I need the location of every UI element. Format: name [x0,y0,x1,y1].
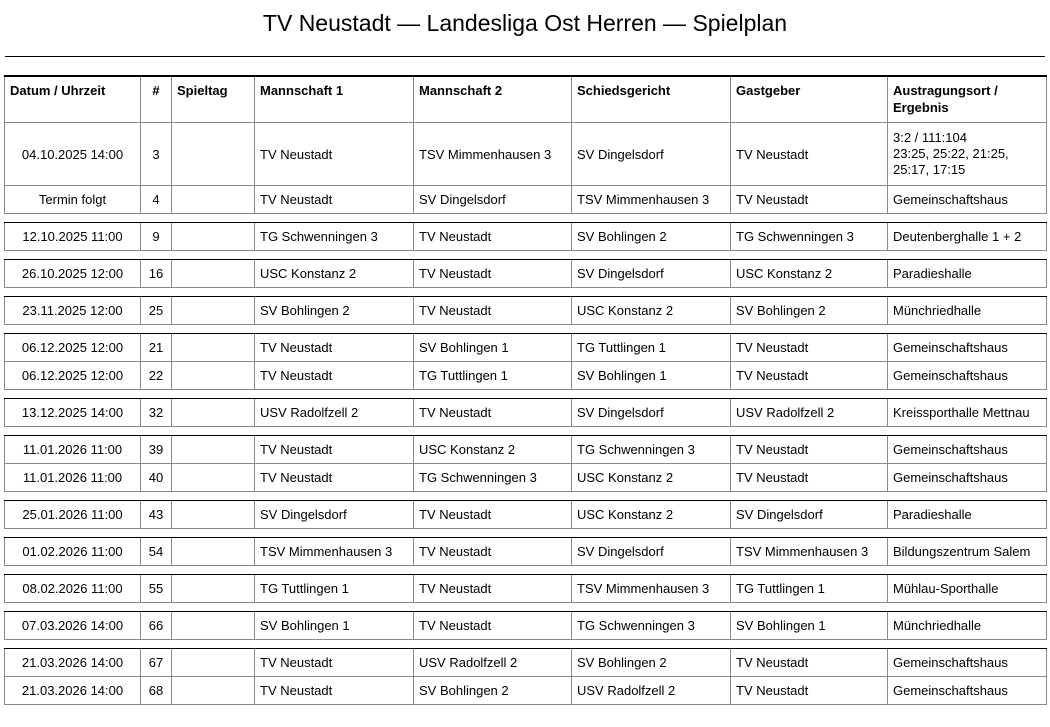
cell-spieltag [172,362,255,390]
cell-datum: 23.11.2025 12:00 [5,297,141,325]
cell-spieltag [172,612,255,640]
cell-mannschaft-1: TG Schwenningen 3 [255,223,414,251]
group-separator [5,640,1047,649]
page-title: TV Neustadt — Landesliga Ost Herren — Spielplan [262,10,788,36]
col-header-gastgeber: Gastgeber [731,76,888,123]
table-row [5,334,1047,362]
group-separator [5,492,1047,501]
cell-mannschaft-2: TV Neustadt [414,260,572,288]
schedule-body [5,123,1047,705]
cell-nr: 40 [141,464,172,492]
cell-nr: 66 [141,612,172,640]
group-separator [5,214,1047,223]
cell-datum: 08.02.2026 11:00 [5,575,141,603]
cell-gastgeber: SV Bohlingen 2 [731,297,888,325]
cell-ort: Gemeinschaftshaus [888,186,1047,214]
col-header-spieltag: Spieltag [172,76,255,123]
separator-cell [5,427,1047,436]
separator-cell [5,390,1047,399]
group-separator [5,529,1047,538]
cell-schiedsgericht: SV Dingelsdorf [572,538,731,566]
group-separator [5,427,1047,436]
cell-ort: Gemeinschaftshaus [888,362,1047,390]
cell-ort: Gemeinschaftshaus [888,677,1047,705]
cell-gastgeber: TG Tuttlingen 1 [731,575,888,603]
group-separator [5,566,1047,575]
cell-mannschaft-1: TV Neustadt [255,649,414,677]
cell-schiedsgericht: USV Radolfzell 2 [572,677,731,705]
cell-gastgeber: TV Neustadt [731,334,888,362]
cell-mannschaft-2: TV Neustadt [414,538,572,566]
cell-spieltag [172,677,255,705]
cell-mannschaft-1: TSV Mimmenhausen 3 [255,538,414,566]
cell-nr: 9 [141,223,172,251]
cell-schiedsgericht: TG Schwenningen 3 [572,436,731,464]
cell-datum: 21.03.2026 14:00 [5,649,141,677]
cell-schiedsgericht: SV Dingelsdorf [572,123,731,186]
separator-cell [5,251,1047,260]
cell-schiedsgericht: SV Dingelsdorf [572,260,731,288]
cell-gastgeber: TV Neustadt [731,677,888,705]
group-separator [5,251,1047,260]
cell-nr: 68 [141,677,172,705]
table-row [5,223,1047,251]
cell-datum: 12.10.2025 11:00 [5,223,141,251]
cell-mannschaft-2: TV Neustadt [414,612,572,640]
cell-datum: 11.01.2026 11:00 [5,464,141,492]
col-header-nr: # [141,76,172,123]
cell-spieltag [172,538,255,566]
cell-ort: Paradieshalle [888,260,1047,288]
cell-datum: 26.10.2025 12:00 [5,260,141,288]
cell-nr: 54 [141,538,172,566]
cell-datum: 04.10.2025 14:00 [5,123,141,186]
cell-mannschaft-2: TG Tuttlingen 1 [414,362,572,390]
cell-ort: Gemeinschaftshaus [888,436,1047,464]
separator-cell [5,288,1047,297]
cell-nr: 21 [141,334,172,362]
cell-ort: Bildungszentrum Salem [888,538,1047,566]
cell-ort: Münchriedhalle [888,297,1047,325]
cell-ort: Münchriedhalle [888,612,1047,640]
cell-datum: 01.02.2026 11:00 [5,538,141,566]
cell-nr: 43 [141,501,172,529]
cell-mannschaft-2: TSV Mimmenhausen 3 [414,123,572,186]
cell-mannschaft-2: TG Schwenningen 3 [414,464,572,492]
cell-ort: Kreissporthalle Mettnau [888,399,1047,427]
cell-mannschaft-1: USC Konstanz 2 [255,260,414,288]
cell-spieltag [172,297,255,325]
cell-nr: 22 [141,362,172,390]
cell-schiedsgericht: TG Schwenningen 3 [572,612,731,640]
cell-ort: Paradieshalle [888,501,1047,529]
cell-ort: Mühlau-Sporthalle [888,575,1047,603]
table-row [5,464,1047,492]
separator-cell [5,325,1047,334]
cell-nr: 4 [141,186,172,214]
cell-schiedsgericht: TSV Mimmenhausen 3 [572,186,731,214]
cell-datum: 06.12.2025 12:00 [5,362,141,390]
separator-cell [5,640,1047,649]
cell-mannschaft-1: TG Tuttlingen 1 [255,575,414,603]
cell-mannschaft-2: TV Neustadt [414,223,572,251]
cell-datum: 13.12.2025 14:00 [5,399,141,427]
col-header-schiedsgericht: Schiedsgericht [572,76,731,123]
cell-mannschaft-2: SV Bohlingen 1 [414,334,572,362]
cell-schiedsgericht: SV Bohlingen 2 [572,649,731,677]
cell-spieltag [172,575,255,603]
group-separator [5,288,1047,297]
cell-gastgeber: USC Konstanz 2 [731,260,888,288]
schedule-table [4,75,1047,705]
cell-spieltag [172,186,255,214]
cell-spieltag [172,399,255,427]
table-row [5,649,1047,677]
table-row [5,538,1047,566]
cell-mannschaft-1: SV Bohlingen 1 [255,612,414,640]
separator-cell [5,603,1047,612]
separator-cell [5,566,1047,575]
cell-spieltag [172,464,255,492]
cell-mannschaft-2: TV Neustadt [414,501,572,529]
cell-spieltag [172,260,255,288]
cell-gastgeber: TSV Mimmenhausen 3 [731,538,888,566]
table-row [5,501,1047,529]
cell-schiedsgericht: USC Konstanz 2 [572,297,731,325]
cell-gastgeber: TV Neustadt [731,464,888,492]
cell-datum: 11.01.2026 11:00 [5,436,141,464]
col-header-mannschaft-2: Mannschaft 2 [414,76,572,123]
cell-nr: 3 [141,123,172,186]
cell-schiedsgericht: SV Bohlingen 2 [572,223,731,251]
cell-nr: 16 [141,260,172,288]
cell-datum: 07.03.2026 14:00 [5,612,141,640]
cell-mannschaft-2: USC Konstanz 2 [414,436,572,464]
cell-mannschaft-2: TV Neustadt [414,399,572,427]
table-row [5,260,1047,288]
cell-mannschaft-1: TV Neustadt [255,362,414,390]
cell-gastgeber: USV Radolfzell 2 [731,399,888,427]
cell-gastgeber: TV Neustadt [731,436,888,464]
cell-mannschaft-2: TV Neustadt [414,575,572,603]
header-row [5,76,1047,123]
cell-nr: 32 [141,399,172,427]
cell-mannschaft-2: SV Bohlingen 2 [414,677,572,705]
cell-spieltag [172,123,255,186]
cell-mannschaft-1: SV Dingelsdorf [255,501,414,529]
cell-gastgeber: SV Dingelsdorf [731,501,888,529]
table-row [5,362,1047,390]
cell-schiedsgericht: SV Bohlingen 1 [572,362,731,390]
cell-spieltag [172,501,255,529]
cell-mannschaft-1: TV Neustadt [255,436,414,464]
separator-cell [5,214,1047,223]
col-header-datum: Datum / Uhrzeit [5,76,141,123]
title-divider [5,56,1045,57]
cell-datum: 25.01.2026 11:00 [5,501,141,529]
table-row [5,612,1047,640]
cell-ort: Gemeinschaftshaus [888,464,1047,492]
col-header-ort: Austragungsort / Ergebnis [888,76,1047,123]
cell-ort: Gemeinschaftshaus [888,334,1047,362]
cell-gastgeber: TV Neustadt [731,362,888,390]
cell-mannschaft-1: TV Neustadt [255,677,414,705]
cell-mannschaft-1: TV Neustadt [255,334,414,362]
cell-spieltag [172,334,255,362]
table-row [5,575,1047,603]
cell-schiedsgericht: TSV Mimmenhausen 3 [572,575,731,603]
table-row [5,436,1047,464]
cell-spieltag [172,223,255,251]
cell-gastgeber: TG Schwenningen 3 [731,223,888,251]
cell-nr: 39 [141,436,172,464]
cell-gastgeber: TV Neustadt [731,123,888,186]
cell-mannschaft-2: TV Neustadt [414,297,572,325]
cell-datum: Termin folgt [5,186,141,214]
cell-ort: Deutenberghalle 1 + 2 [888,223,1047,251]
schedule-table-wrapper [4,75,1046,705]
table-row [5,677,1047,705]
cell-nr: 25 [141,297,172,325]
cell-datum: 21.03.2026 14:00 [5,677,141,705]
cell-mannschaft-2: USV Radolfzell 2 [414,649,572,677]
cell-gastgeber: TV Neustadt [731,186,888,214]
cell-mannschaft-1: SV Bohlingen 2 [255,297,414,325]
separator-cell [5,529,1047,538]
cell-gastgeber: SV Bohlingen 1 [731,612,888,640]
cell-schiedsgericht: USC Konstanz 2 [572,501,731,529]
table-row [5,297,1047,325]
cell-spieltag [172,649,255,677]
table-row [5,186,1047,214]
cell-ort: Gemeinschaftshaus [888,649,1047,677]
cell-mannschaft-1: USV Radolfzell 2 [255,399,414,427]
cell-nr: 55 [141,575,172,603]
cell-datum: 06.12.2025 12:00 [5,334,141,362]
cell-mannschaft-1: TV Neustadt [255,123,414,186]
cell-schiedsgericht: USC Konstanz 2 [572,464,731,492]
cell-schiedsgericht: SV Dingelsdorf [572,399,731,427]
table-row [5,123,1047,186]
cell-spieltag [172,436,255,464]
cell-ort: 3:2 / 111:104 23:25, 25:22, 21:25, 25:17, 17:15 [888,123,1047,186]
cell-mannschaft-1: TV Neustadt [255,464,414,492]
separator-cell [5,492,1047,501]
group-separator [5,390,1047,399]
col-header-mannschaft-1: Mannschaft 1 [255,76,414,123]
group-separator [5,603,1047,612]
cell-gastgeber: TV Neustadt [731,649,888,677]
cell-mannschaft-2: SV Dingelsdorf [414,186,572,214]
cell-schiedsgericht: TG Tuttlingen 1 [572,334,731,362]
group-separator [5,325,1047,334]
cell-nr: 67 [141,649,172,677]
table-row [5,399,1047,427]
cell-mannschaft-1: TV Neustadt [255,186,414,214]
